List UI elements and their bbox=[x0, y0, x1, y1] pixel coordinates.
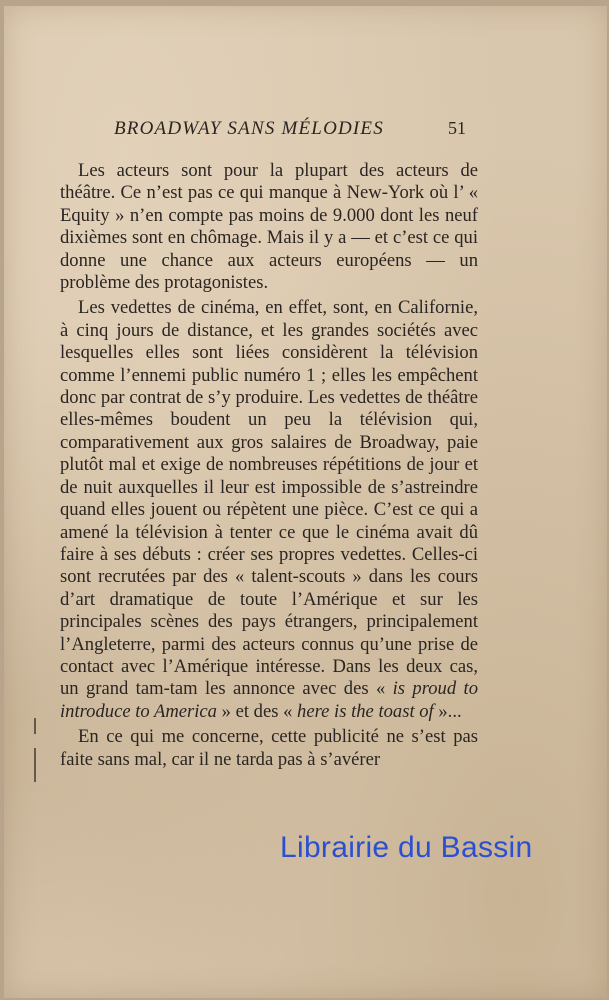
paragraph-2-middle: » et des « bbox=[216, 700, 293, 722]
watermark: Librairie du Bassin bbox=[280, 831, 533, 864]
running-title: BROADWAY SANS MÉLODIES bbox=[114, 118, 384, 139]
paragraph-1: Les acteurs sont pour la plupart des acteurs de théâtre. Ce n’est pas ce qui manque à New-York où l’ « Equity » n’en compte pas moins de 9.000 dont les neuf dixièmes sont en chômage. Mais il y a — et c’est ce qui donne une chance aux acteurs européens — un problème des protagonistes. bbox=[60, 160, 478, 294]
quote-here-is-the-toast: here is the toast of bbox=[292, 700, 434, 722]
page-header bbox=[114, 118, 474, 146]
body-text bbox=[60, 160, 478, 771]
margin-mark bbox=[34, 748, 36, 782]
paragraph-3: En ce qui me concerne, cette publicité ne s’est pas faite sans mal, car il ne tarda pas à s’avérer bbox=[60, 726, 478, 770]
paragraph-2-end: »... bbox=[433, 700, 462, 722]
quote-is-proud: is proud to introduce to America bbox=[60, 678, 478, 722]
page-number: 51 bbox=[448, 118, 466, 138]
paragraph-2 bbox=[60, 297, 478, 723]
paragraph-2-start: Les vedettes de cinéma, en effet, sont, en Californie, à cinq jours de distance, et les grandes sociétés avec lesquelles elles sont liées considèrent la télévision comme l’ennemi public numéro 1 ; elles les empêchent donc par contrat de s’y produire. Les vedettes de théâtre elles-mêmes boudent un peu la télévision qui, comparativement aux gros salaires de Broadway, paie plutôt mal et exige de nombreuses répétitions de jour et de nuit auxquelles il leur est impossible de s’astreindre quand elles jouent ou répètent une pièce. C’est ce qui a amené la télévision à tenter ce que le cinéma avait dû faire à ses débuts : créer ses propres vedettes. Celles-ci sont recrutées par des « talent-scouts » dans les cours d’art dramatique de toute l’Amérique et sur les principales scènes des pays étrangers, principalement l’Angleterre, parmi des acteurs connus qu’une prise de contact avec l’Amérique intéresse. Dans les deux cas, un grand tam-tam les annonce avec des « bbox=[60, 297, 478, 700]
margin-mark bbox=[34, 718, 36, 734]
